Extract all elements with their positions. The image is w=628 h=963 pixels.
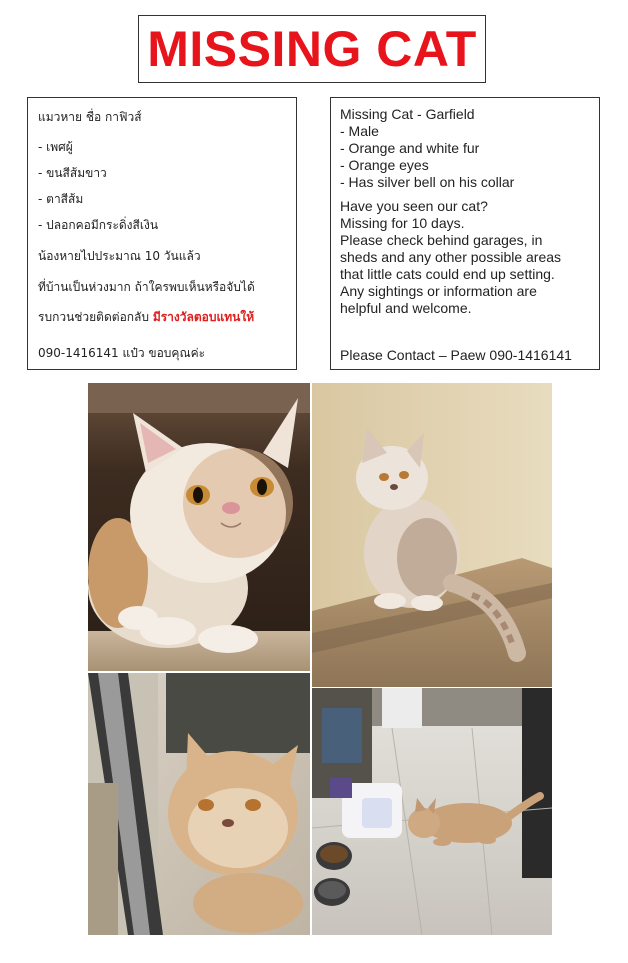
cat-face-closeup-image (88, 383, 310, 671)
cat-on-floor-photo (312, 688, 552, 935)
cat-by-window-photo (88, 673, 310, 935)
cat-sitting-on-shelf-photo (312, 383, 552, 687)
english-message-line: Any sightings or information are (340, 283, 537, 299)
english-detail-eyes: - Orange eyes (340, 157, 429, 173)
english-contact: Please Contact – Paew 090-1416141 (340, 347, 572, 363)
english-detail-fur: - Orange and white fur (340, 140, 480, 156)
thai-notice-box (27, 97, 297, 370)
english-message-line: helpful and welcome. (340, 300, 472, 316)
thai-reward: มีรางวัลตอบแทนให้ (152, 310, 255, 324)
title-banner (138, 15, 486, 83)
thai-missing-for: น้องหายไปประมาณ 10 วันแล้ว (38, 249, 201, 263)
thai-ask-contact-line (38, 308, 254, 327)
cat-face-closeup-photo (88, 383, 310, 671)
english-detail-sex: - Male (340, 123, 379, 139)
thai-detail-sex: - เพศผู้ (38, 140, 73, 154)
cat-on-floor-image (312, 688, 552, 935)
english-message-line: sheds and any other possible areas (340, 249, 562, 265)
thai-detail-fur: - ขนสีส้มขาว (38, 166, 107, 180)
thai-contact: 090-1416141 แป๋ว ขอบคุณค่ะ (38, 346, 206, 360)
english-message-line: Please check behind garages, in (340, 232, 543, 248)
english-notice-box (330, 97, 600, 370)
thai-ask-contact: รบกวนช่วยติดต่อกลับ (38, 310, 153, 324)
thai-detail-eyes: - ตาสีส้ม (38, 192, 84, 206)
english-detail-collar: - Has silver bell on his collar (340, 174, 515, 190)
thai-heading: แมวหาย ชื่อ กาฟิวส์ (38, 110, 142, 124)
english-message-line: that little cats could end up setting. (340, 266, 555, 282)
cat-sitting-on-shelf-image (312, 383, 552, 687)
english-message-line: Have you seen our cat? (340, 198, 488, 214)
english-message-line: Missing for 10 days. (340, 215, 465, 231)
page-title: MISSING CAT (147, 21, 477, 77)
cat-by-window-image (88, 673, 310, 935)
thai-worried: ที่บ้านเป็นห่วงมาก ถ้าใครพบเห็นหรือจับได้ (38, 280, 255, 294)
thai-detail-collar: - ปลอกคอมีกระดิ่งสีเงิน (38, 218, 159, 232)
english-heading: Missing Cat - Garfield (340, 106, 475, 122)
